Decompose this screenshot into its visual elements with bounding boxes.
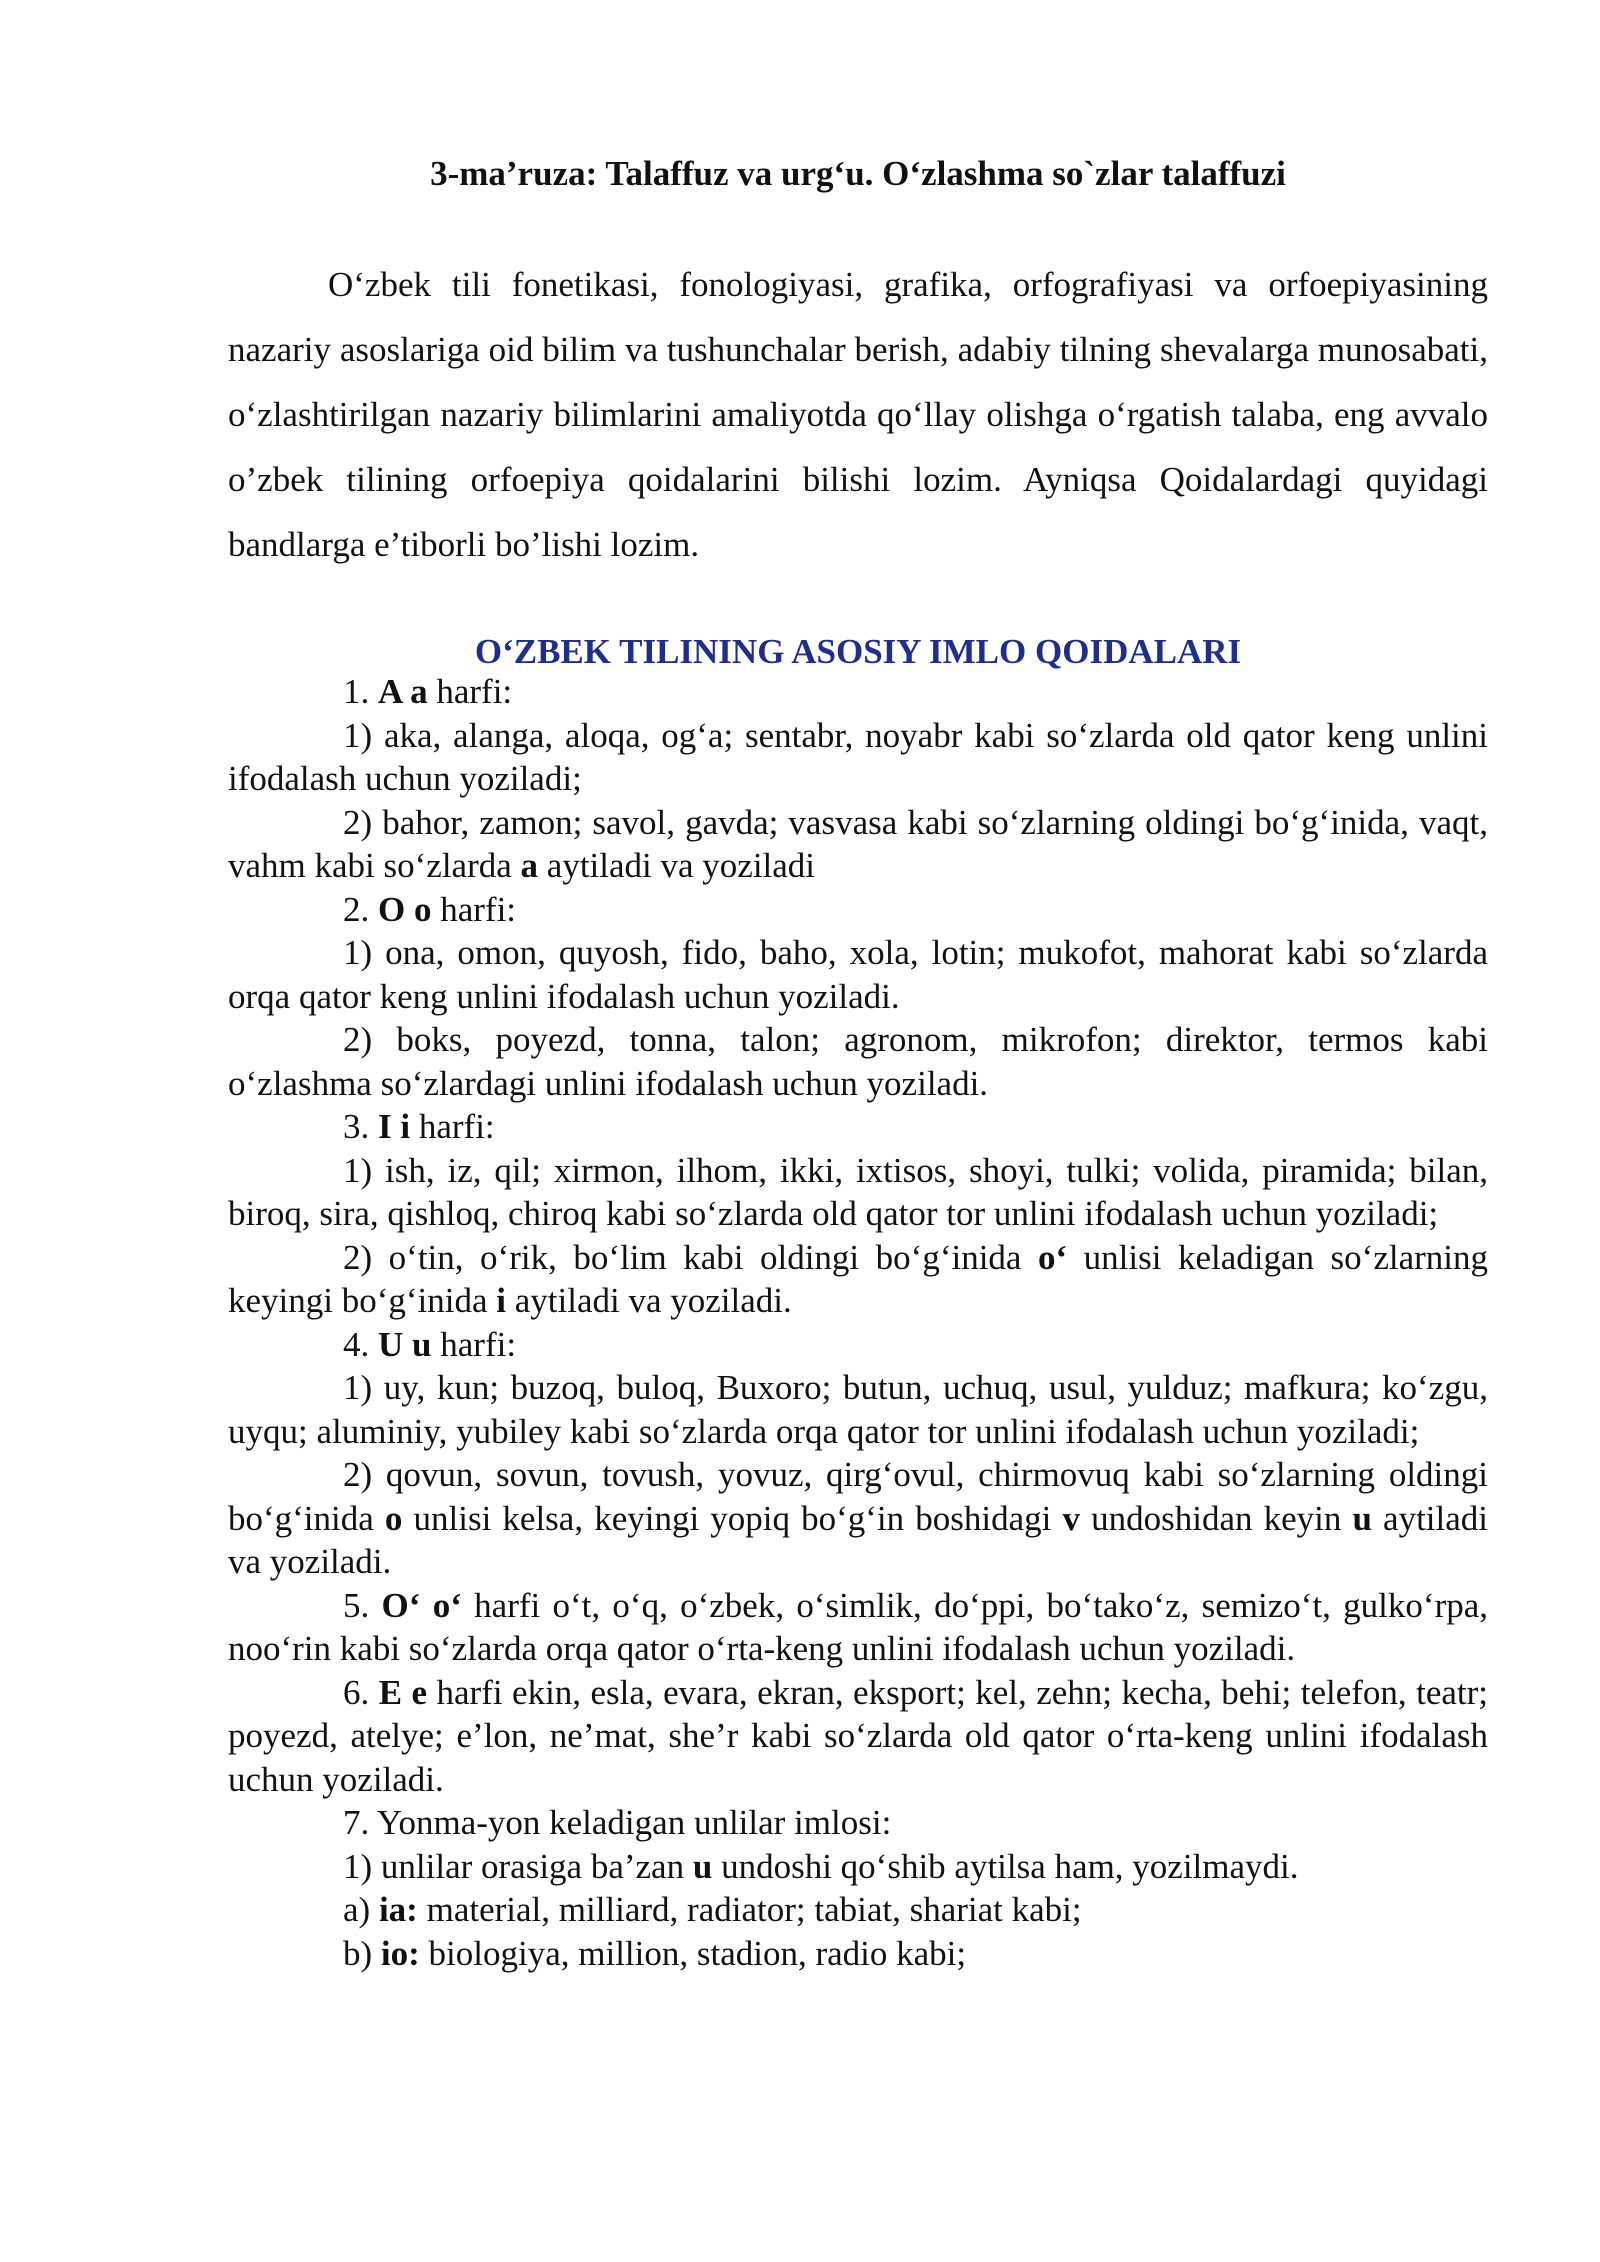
rule-3-heading <box>228 1105 1488 1149</box>
text-run: aytiladi va yoziladi. <box>506 1281 792 1320</box>
rule-2-heading <box>228 888 1488 932</box>
text-run: 2) bahor, zamon; savol, gavda; vasvasa kabi so‘zlarning oldingi bo‘g‘inida, vaqt, vahm kabi so‘zlarda <box>228 802 1488 885</box>
text-run: undoshidan keyin <box>1079 1498 1353 1538</box>
rule-3-point-2 <box>228 1236 1488 1323</box>
rule-4-point-2 <box>228 1453 1488 1584</box>
rule-letter: O‘ o‘ <box>381 1585 462 1625</box>
rule-suffix: harfi: <box>427 672 513 711</box>
rule-1-point-1: 1) aka, alanga, aloqa, og‘a; sentabr, noyabr kabi so‘zlarda old qator keng unlini ifodalash uchun yoziladi; <box>228 715 1488 798</box>
rule-7-item-b <box>228 1932 1488 1976</box>
bold-key: io: <box>380 1933 420 1973</box>
text-run: undoshi qo‘shib aytilsa ham, yozilmaydi. <box>712 1846 1299 1886</box>
bold-letter: o‘ <box>1037 1237 1068 1277</box>
rule-letter: U u <box>378 1324 432 1364</box>
item-marker: b) <box>343 1933 381 1973</box>
text-run: unlisi keladigan so‘zlarning keyingi bo‘g‘inida <box>228 1237 1488 1320</box>
text-run: aytiladi va yoziladi. <box>228 1498 1488 1581</box>
rule-2-point-1: 1) ona, omon, quyosh, fido, baho, xola, lotin; mukofot, mahorat kabi so‘zlarda orqa qator keng unlini ifodalash uchun yoziladi. <box>228 933 1488 1016</box>
text-run: 2) qovun, sovun, tovush, yovuz, qirg‘ovul, chirmovuq kabi so‘zlarning oldingi bo‘g‘inida <box>228 1455 1488 1538</box>
rule-4-point-1: 1) uy, kun; buzoq, buloq, Buxoro; butun, uchuq, usul, yulduz; mafkura; ko‘zgu, uyqu; aluminiy, yubiley kabi so‘zlarda orqa qator tor unlini ifodalash uchun yoziladi; <box>228 1368 1488 1451</box>
section-heading: O‘ZBEK TILINING ASOSIY IMLO QOIDALARI <box>474 632 1242 671</box>
text-run: aytiladi va yoziladi <box>538 846 816 885</box>
rule-number: 5. <box>343 1585 382 1625</box>
bold-letter: v <box>1062 1498 1080 1538</box>
rule-7-point-1 <box>228 1845 1488 1889</box>
rules-list <box>228 670 1488 1975</box>
item-marker: a) <box>343 1890 379 1929</box>
text-run: harfi ekin, esla, evara, ekran, eksport; kel, zehn; kecha, behi; telefon, teatr; poyezd, atelye; e’lon, ne’mat, she’r kabi so‘zlarda old qator o‘rta-keng unlini ifodalash uchun yoziladi. <box>228 1672 1488 1799</box>
rule-3-point-1: 1) ish, iz, qil; xirmon, ilhom, ikki, ixtisos, shoyi, tulki; volida, piramida; bilan, biroq, sira, qishloq, chiroq kabi so‘zlarda old qator tor unlini ifodalash uchun yoziladi; <box>228 1150 1488 1233</box>
rule-number: 3. <box>343 1107 378 1146</box>
rule-7-heading: 7. Yonma-yon keladigan unlilar imlosi: <box>343 1803 892 1842</box>
bold-letter: o <box>384 1498 403 1538</box>
intro-paragraph: O‘zbek tili fonetikasi, fonologiyasi, grafika, orfografiyasi va orfoepiyasining nazariy asoslariga oid bilim va tushunchalar berish, adabiy tilning shevalarga munosabati, o‘zlashtirilgan nazariy bilimlarini amaliyotda qo‘llay olishga o‘rgatish talaba, eng avvalo o’zbek tilining orfoepiya qoidalarini bilishi lozim. Ayniqsa Qoidalardagi quyidagi bandlarga e’tiborli bo’lishi lozim. <box>228 265 1488 564</box>
rule-7-item-a <box>228 1888 1488 1932</box>
rule-letter: A a <box>378 672 428 711</box>
text-run: harfi o‘t, o‘q, o‘zbek, o‘simlik, do‘ppi, bo‘tako‘z, semizo‘t, gulko‘rpa, noo‘rin kabi so‘zlarda orqa qator o‘rta-keng unlini ifodalash uchun yoziladi. <box>228 1585 1489 1668</box>
rule-suffix: harfi: <box>431 1324 517 1364</box>
text-run: biologiya, million, stadion, radio kabi; <box>419 1933 967 1973</box>
bold-letter: a <box>520 846 539 885</box>
text-run: 2) o‘tin, o‘rik, bo‘lim kabi oldingi bo‘g‘inida <box>343 1237 1038 1277</box>
rule-6 <box>228 1671 1488 1802</box>
rule-number: 4. <box>343 1324 378 1364</box>
text-run: 1) unlilar orasiga ba’zan <box>343 1846 693 1886</box>
rule-1-point-2 <box>228 801 1488 888</box>
rule-letter: E e <box>378 1672 428 1712</box>
rule-number: 2. <box>343 889 378 929</box>
rule-number: 1. <box>343 672 378 711</box>
text-run: unlisi kelsa, keyingi yopiq bo‘g‘in boshidagi <box>402 1498 1063 1538</box>
rule-5 <box>228 1584 1488 1671</box>
rule-suffix: harfi: <box>431 889 517 929</box>
bold-letter: i <box>496 1281 507 1320</box>
text-run: material, milliard, radiator; tabiat, shariat kabi; <box>417 1890 1082 1929</box>
page-title: 3-ma’ruza: Talaffuz va urg‘u. O‘zlashma so`zlar talaffuzi <box>430 154 1286 193</box>
rule-letter: O o <box>378 889 432 929</box>
rule-4-heading <box>228 1323 1488 1367</box>
rule-1-heading <box>228 670 1488 714</box>
rule-number: 6. <box>343 1672 379 1712</box>
bold-letter: u <box>1352 1498 1372 1538</box>
bold-letter: u <box>692 1846 713 1886</box>
rule-2-point-2: 2) boks, poyezd, tonna, talon; agronom, mikrofon; direktor, termos kabi o‘zlashma so‘zlardagi unlini ifodalash uchun yoziladi. <box>228 1020 1488 1103</box>
rule-suffix: harfi: <box>410 1107 495 1146</box>
rule-letter: I i <box>378 1107 411 1146</box>
bold-key: ia: <box>378 1890 418 1929</box>
